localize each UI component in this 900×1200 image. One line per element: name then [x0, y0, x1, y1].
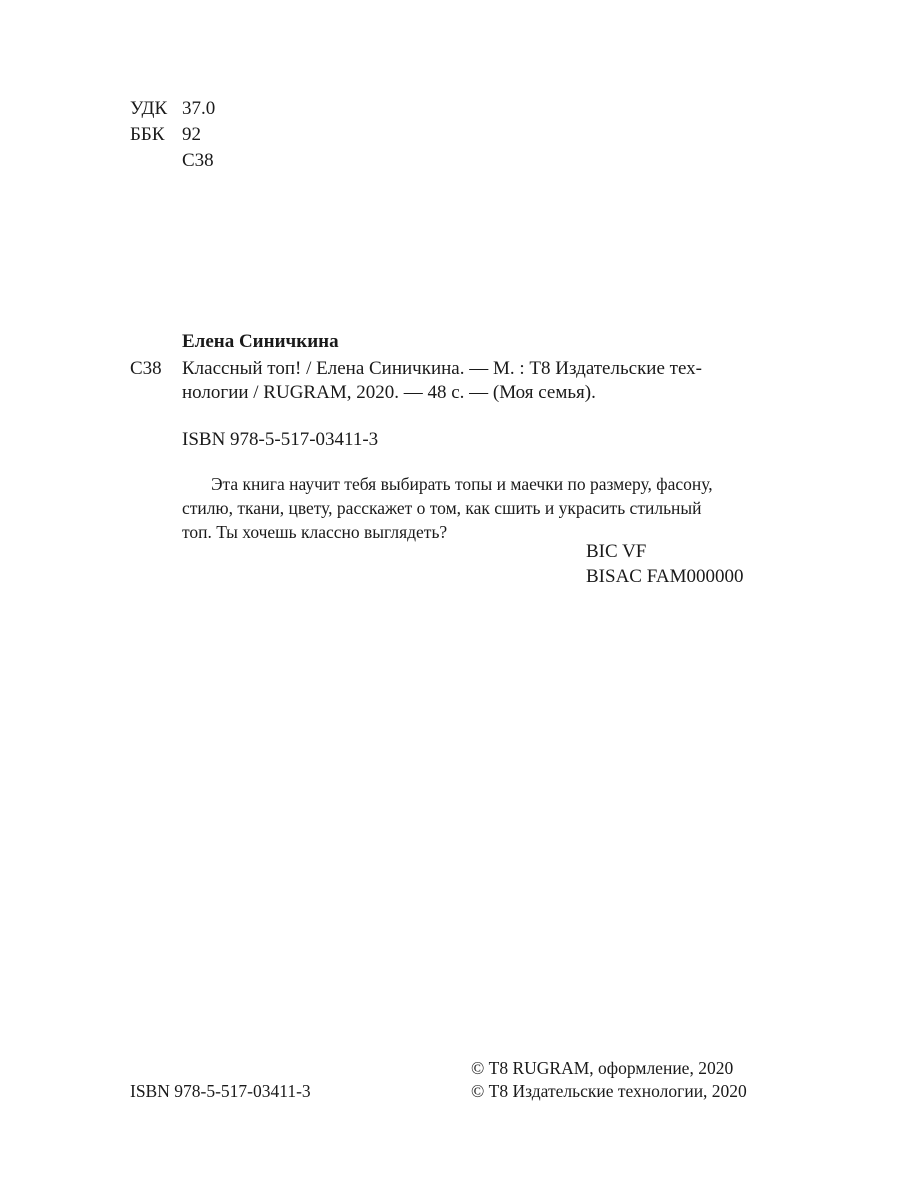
- udk-label: УДК: [130, 98, 168, 119]
- copyright-rugram: © Т8 RUGRAM, оформление, 2020: [471, 1058, 734, 1078]
- entry-isbn: ISBN 978-5-517-03411-3: [182, 429, 379, 450]
- entry-line-1: Классный топ! / Елена Синичкина. — М. : Т8 Издательские тех-: [182, 358, 702, 379]
- udk-value: 37.0: [182, 98, 216, 119]
- footer-isbn: ISBN 978-5-517-03411-3: [130, 1081, 311, 1101]
- annotation-line-1: Эта книга научит тебя выбирать топы и маечки по размеру, фасону,: [211, 474, 713, 494]
- bbk-label: ББК: [130, 124, 165, 145]
- entry-author: Елена Синичкина: [182, 331, 339, 352]
- annotation-line-2: стилю, ткани, цвету, расскажет о том, как сшить и украсить стильный: [182, 498, 702, 518]
- author-mark: С38: [182, 150, 214, 171]
- annotation-line-3: топ. Ты хочешь классно выглядеть?: [182, 522, 448, 542]
- copyright-publisher: © Т8 Издательские технологии, 2020: [471, 1081, 747, 1101]
- bisac-code: BISAC FAM000000: [586, 566, 744, 587]
- bic-code: BIC VF: [586, 541, 647, 562]
- entry-code: С38: [130, 358, 162, 379]
- bbk-value: 92: [182, 124, 201, 145]
- entry-line-2: нологии / RUGRAM, 2020. — 48 с. — (Моя семья).: [182, 382, 596, 403]
